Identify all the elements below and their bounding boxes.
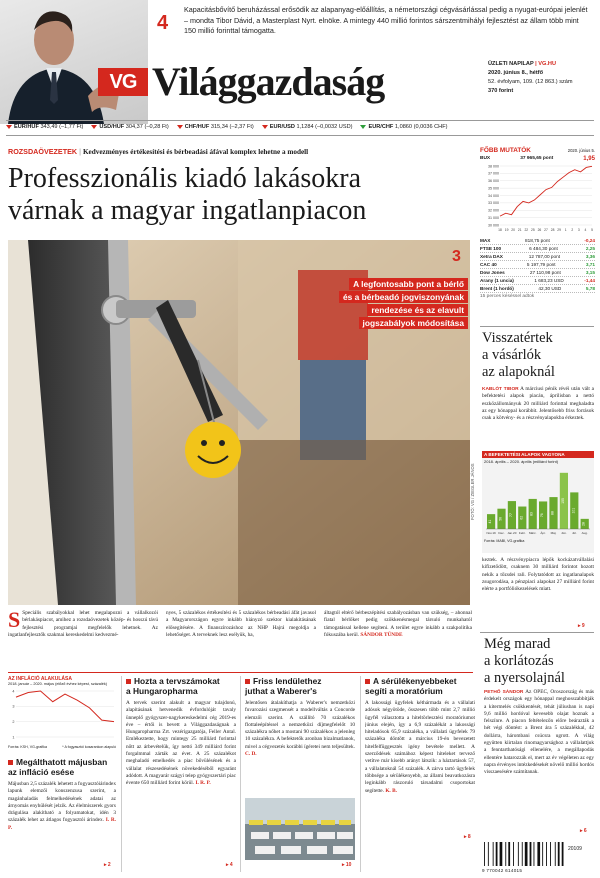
inflation-text: Májusban 2,5 százalék lehetett a fogyasztóiárindex lapunk elemzői konszenzusa szerint, a magánhaladás felmelkedésének adatai az árnyomás enyhülését jelzik. Az élelmiszerek gyors drágulása alakítható a folyamatokat, idén 3 százalék lehet az átlagos fogyasztói árindex. I. R. P. xyxy=(8,781,116,831)
funds-x-label: Ápr. xyxy=(540,531,546,535)
funds-bar-value: 76 xyxy=(540,513,545,518)
barcode-bar xyxy=(508,842,510,866)
inflation-line-chart xyxy=(8,687,116,743)
side2-page[interactable]: ▸ 6 xyxy=(580,828,587,834)
indicator-name: MAX xyxy=(480,238,491,243)
barcode-bar xyxy=(537,842,540,866)
cover-portrait xyxy=(0,0,148,124)
indicator-name: Dow Jones xyxy=(480,270,505,275)
bux-y-tick: 35 000 xyxy=(488,186,499,191)
side1-byline: KABLÓT TIBOR xyxy=(482,387,519,392)
indicator-change: 3,71 xyxy=(585,262,595,267)
bux-x-tick: 21 xyxy=(517,228,522,232)
funds-chart-title: A BEFEKTETÉSI ALAPOK VAGYONA xyxy=(482,451,594,458)
indicators-title: FŐBB MUTATÓK xyxy=(480,147,531,154)
inflation-note: Forrás: KSH, VG-grafika xyxy=(8,745,47,749)
indicator-value: 12 787,00 pont xyxy=(528,254,561,259)
art2-page[interactable]: ▸ 4 xyxy=(226,862,233,868)
indicator-row[interactable] xyxy=(480,237,595,245)
online-label: ÜZLETI NAPILAP xyxy=(488,61,534,67)
indicator-row[interactable] xyxy=(480,285,595,293)
inflation-box xyxy=(8,676,116,752)
side2-text: PETHŐ SÁNDOR Az OPEC, Oroszország és más érdekelt országok egy hónappal meghosszabbítják a kitermelés csökkentését, tehát júliusban is napi 9,6 millió hordóval kevesebb olajat hoznak a felszínre. A piacon feltételezőn előre beárazták a hét végi döntést: a Brent ára 5 százalékkal, 42 dollárra, hárombani csúcsra ugrott. A világ együtten kiirtalan rinomagyarsághoz a vállalattjuk a fenntarthatósági ellenelére, a megállapodás ellentére hatarozzák el, mert az év végéleten az egy napra érvényes intézkedésekét növelő millió hordós visszaesésére számítanak. xyxy=(484,689,594,776)
inflation-y-tick: 2 xyxy=(12,719,15,724)
indicator-change: 5,78 xyxy=(585,286,595,291)
funds-bar-value: 83 xyxy=(529,512,534,516)
bux-x-tick: 29 xyxy=(557,228,561,232)
indicator-value: 1 683,23 USD xyxy=(534,278,564,283)
side2-headline[interactable]: Még marad a korlátozás a nyersolajnál xyxy=(484,636,565,686)
side1-text-b: keztek. A részvénypiacra lépők kockázatvállalási kifizetődött, csaknem 30 milliárd forintot hozott nekik a tőzsdei rali. Folytatódott az ingatlanalapok zsugorodása, a pénzpiaci alapokat 27 milliárd forint elérte a portfóliókezelések miatt. xyxy=(482,557,594,593)
bux-x-tick: 27 xyxy=(544,228,548,232)
indicators-note: 15 perces késéssel adtok xyxy=(480,294,535,299)
barcode xyxy=(482,842,572,874)
barcode-bar xyxy=(488,842,489,866)
issue-number: 52. évfolyam, 109. (12 863.) szám xyxy=(488,79,573,85)
art2-headline[interactable]: Hozta a tervszámokat a Hungaropharma xyxy=(126,676,220,696)
photo-callout: A legfontosabb pont a bérlő és a bérbeadó jogviszonyának rendezése és az elavult jogszabályok módosítása xyxy=(298,278,468,330)
funds-bar-chart xyxy=(482,465,594,543)
inflation-headline[interactable]: Megálthatott májusban az infláció esése xyxy=(8,757,108,777)
bux-x-tick: 1 xyxy=(564,228,567,232)
indicator-name: Arany (1 uncia) xyxy=(480,278,514,283)
bux-x-tick: 5 xyxy=(591,228,593,232)
bux-x-tick: 2 xyxy=(571,228,574,232)
inflation-sub: 2018. január – 2020. május (előző évhez képest, százalék) xyxy=(8,682,107,686)
side2-byline: PETHŐ SÁNDOR xyxy=(484,690,524,695)
barcode-bar xyxy=(513,842,514,866)
masthead-title: Világgazdaság xyxy=(152,59,385,104)
funds-x-label: Júl. xyxy=(571,531,577,535)
bux-close: 37 965,65 pont xyxy=(520,156,554,161)
art4-headline[interactable]: A sérülékenyebbeket segíti a moratórium xyxy=(365,676,457,696)
funds-x-label: Márc. xyxy=(528,531,537,535)
indicator-row[interactable] xyxy=(480,269,595,277)
lead-byline: SÁNDOR TÜNDE xyxy=(360,631,403,638)
indicator-change: 3,36 xyxy=(585,254,595,259)
funds-x-label: Jún. xyxy=(561,531,567,535)
funds-bar-value: 62 xyxy=(519,515,524,520)
funds-x-label: Febr. xyxy=(518,531,526,535)
art4-page[interactable]: ▸ 8 xyxy=(464,834,471,840)
art3-headline[interactable]: Friss lendülethez juthat a Waberer's xyxy=(245,676,322,696)
barcode-bar xyxy=(562,842,564,866)
inflation-label: AZ INFLÁCIÓ ALAKULÁSA xyxy=(8,676,72,682)
barcode-bar xyxy=(484,842,485,866)
fx-item[interactable]: EUR/USD 1,1284 (–0,0032 USD) xyxy=(262,122,353,134)
indicator-name: CAC 40 xyxy=(480,262,497,267)
indicator-change: -0,24 xyxy=(584,238,595,243)
inflation-note2: * A fogyasztói kosarankon alapuló xyxy=(62,745,116,749)
barcode-digits: 9 770042 614015 xyxy=(482,868,523,873)
barcode-bar xyxy=(505,842,506,866)
indicator-change: 3,15 xyxy=(585,270,595,275)
indicator-name: Xetra DAX xyxy=(480,254,503,259)
indicator-value: 818,75 pont xyxy=(524,238,550,243)
bux-x-tick: 26 xyxy=(537,228,542,232)
barcode-bar xyxy=(496,842,498,866)
funds-bar-value: 155 xyxy=(560,498,565,504)
bux-series-line xyxy=(500,166,592,216)
funds-bar-value: 56 xyxy=(498,516,503,521)
funds-x-label: Nov.19 xyxy=(486,531,496,535)
issue-date: 2020. június 8., hétfő xyxy=(488,70,544,76)
funds-bar-value: 88 xyxy=(550,511,555,515)
bux-y-tick: 33 000 xyxy=(488,201,499,206)
indicator-row[interactable] xyxy=(480,261,595,269)
photo-credit: FOTÓ: VG / ZIEGLER JÁNOS xyxy=(470,463,475,520)
funds-chart-note: Forrás: MABI, VG-grafika xyxy=(484,539,525,543)
art2-text: A tervek szerint alakult a magyar tulajdonú, alapításának hetvenedik évfordulóját tavaly ünneplő gyógyszer-nagykereskedelmi cég 2019-es éve – értői is bevett a Világgazdaságnak a Hungaropharma Zrt. vezérigazgatója, Feller Antal. Emlékeztette, hogy mintegy 25 milliárd forinttal nőtt az árbevételük, így nettó 349 milliárd forint forgalmmal zárták az évet. A 25 százalékot meghaladó emelkedés a piac bővülésének és a vállalat részesedésének növekedéséből egyaránt adódott. A magyarár szágyi telep gyógyszertári piac évente 650 milliárd forint körül. I. R. P. xyxy=(126,700,236,787)
indicator-value: 27 110,98 pont xyxy=(529,270,561,275)
indicator-row[interactable] xyxy=(480,253,595,261)
indicator-change: 2,25 xyxy=(585,246,595,251)
inflation-y-tick: 1 xyxy=(12,735,15,740)
funds-chart-sub: 2018. április – 2020. április (milliárd forint) xyxy=(484,459,559,464)
indicator-change: -1,44 xyxy=(584,278,595,283)
bux-line-chart xyxy=(480,163,595,235)
bux-x-tick: 25 xyxy=(531,228,535,232)
vg-logo: VG xyxy=(98,68,148,96)
art3-text: Jelentősen átalakíthatja a Waberer's nemzetközi fuvarozási szegmensét a modellváltás a Concorde elemzői szerint. A szállító 70 százalékos flottaleépítéssel a nemzetközi díjmegfelelőt 10 százalékra nőhet a mostani 90 százalékos a jelenleg 10 százalékra. A befektetők aronban bizalmatlanok, mivel a cégvezetés korábbi ígéretei nem teljesültek. C. D. xyxy=(245,700,355,758)
barcode-bar xyxy=(500,842,503,866)
bux-y-tick: 32 000 xyxy=(488,208,499,213)
barcode-bar xyxy=(530,842,532,866)
funds-x-label: Aug. xyxy=(581,531,588,535)
bux-change: 1,95 xyxy=(583,156,595,162)
funds-x-label: Jan.20 xyxy=(507,531,517,535)
art3-page[interactable]: ▸ 10 xyxy=(342,862,352,868)
barcode-bar xyxy=(522,842,523,866)
fx-item[interactable]: CHF/HUF 315,34 (–2,37 Ft) xyxy=(177,122,254,134)
lead-text-col3: áltagtól eltérő bérbeszépítési szabályozásban van szükség, – ahonnal fiatal bérlőket pedig szökkenésmegal társuló munkahatól támogatással kellene segíteni. A terület egyre inkább a szakpolitika fókuszába kerül. SÁNDOR TÜNDE xyxy=(324,610,472,638)
indicators-box xyxy=(480,146,595,320)
bux-y-tick: 31 000 xyxy=(488,215,499,220)
bux-x-tick: 4 xyxy=(584,228,587,232)
bux-y-tick: 34 000 xyxy=(488,193,499,198)
barcode-bar xyxy=(546,842,547,866)
barcode-bar xyxy=(550,842,551,866)
bux-x-tick: 22 xyxy=(524,228,529,232)
bux-x-tick: 20 xyxy=(511,228,515,232)
inflation-page[interactable]: ▸ 2 xyxy=(104,862,111,868)
side1-headline[interactable]: Visszatértek a vásárlók az alapoknál xyxy=(482,330,555,380)
bux-x-tick: 19 xyxy=(504,228,509,232)
online-site[interactable]: VG.HU xyxy=(538,61,557,67)
barcode-bar xyxy=(555,842,556,866)
lead-text-col1: S Speciális szabályokkal lehet megalapozni a vállalkozói bérlakáspiacot, amihez a rozsdaövezetek közép- és hosszú távú fejlesztési programjai megfelelők lehetnek. Az ingatlanfejlesztők szakmai kereskedelmi kedvezmé- xyxy=(8,610,158,638)
fx-bar xyxy=(6,122,596,134)
indicator-name: FTSE 100 xyxy=(480,246,502,251)
indicators-table xyxy=(480,237,595,293)
trucks-photo xyxy=(245,798,355,860)
side1-text-a: KABLÓT TIBOR A márciusi pénik révéi után vált a befektetési alapok piacán, áprilisban a nettó eszközállományuk 20 milliárd forinttal meghaladta az egy hónappal korábbit. Jelentősebb friss források csak a kötvény- és a részvényalapokba érkeztek. xyxy=(482,386,594,422)
fx-item[interactable]: USD/HUF 304,37 (–0,28 Ft) xyxy=(91,122,168,134)
barcode-bar xyxy=(534,842,535,866)
funds-bar-value: 28 xyxy=(581,522,586,526)
fx-item[interactable]: EUR/HUF 343,49 (–1,77 Ft) xyxy=(6,122,83,134)
indicator-row[interactable] xyxy=(480,277,595,285)
bux-x-tick: 28 xyxy=(550,228,555,232)
side1-page[interactable]: ▸ 9 xyxy=(578,623,585,629)
indicator-value: 42,30 USD xyxy=(538,286,562,291)
indicators-date: 2020. június 5. xyxy=(567,148,595,153)
side1-chart-box xyxy=(482,451,594,553)
bux-label: BUX xyxy=(480,156,491,161)
lead-text-col2: nyes, 5 százalékos értékesítési és 5 százalékos bérbeadási áfát javasol a Magyarországon egyre inkább hiányzó szektor kialakításának elősegítésére. A finanszírozáshoz az NHP Hajrá megoldja a lehetőséget. A terveknek lesz esélyük, ha, xyxy=(166,610,316,638)
bux-y-tick: 36 000 xyxy=(488,179,499,184)
funds-bar-value: 101 xyxy=(571,507,576,514)
bux-x-tick: 3 xyxy=(577,228,580,232)
issue-price: 370 forint xyxy=(488,88,514,94)
photo-page-number: 3 xyxy=(452,248,461,265)
funds-bar-value: 41 xyxy=(488,519,493,524)
funds-bar-value: 77 xyxy=(508,513,513,517)
lead-kicker: ROZSDAÖVEZETEK xyxy=(8,147,78,156)
barcode-bar xyxy=(518,842,519,866)
funds-x-label: Máj. xyxy=(550,531,557,535)
indicator-value: 5 197,79 pont xyxy=(526,262,556,267)
fx-item[interactable]: EUR/CHF 1,0860 (0,0036 CHF) xyxy=(360,122,447,134)
bux-y-tick: 37 000 xyxy=(488,171,499,176)
indicator-row[interactable] xyxy=(480,245,595,253)
barcode-bar xyxy=(542,842,543,866)
bux-y-tick: 30 000 xyxy=(488,223,499,228)
indicator-name: Brent (1 hordó) xyxy=(480,286,514,291)
inflation-y-tick: 3 xyxy=(12,704,15,709)
lead-headline[interactable]: Professzionális kiadó lakásokra várnak a magyar ingatlanpiacon xyxy=(8,163,367,226)
lead-kicker-line: ROZSDAÖVEZETEK | Kedvezményes értékesítési és bérbeadási áfával komplex lehetne a modell xyxy=(8,147,309,156)
lead-subhead: Kedvezményes értékesítési és bérbeadási áfával komplex lehetne a modell xyxy=(82,148,309,156)
inflation-y-tick: 4 xyxy=(12,689,15,694)
barcode-bar xyxy=(493,842,494,866)
teaser-text[interactable]: Kapacitásbővítő beruházással erősödik az alapanyag-előállítás, a németországi cégvásárlással pedig a nyugat-európai jelenlét – mondta Tibor Dávid, a Masterplast Nyrt. elnöke. A mintegy 440 millió forintos sárszentmihályi fejlesztést az állam több mint 150 millió forinttal támogatta. xyxy=(184,5,588,36)
indicator-value: 6 484,30 pont xyxy=(529,246,558,251)
barcode-bar xyxy=(558,842,560,866)
masthead-info: ÜZLETI NAPILAP | VG.HU 2020. június 8., hétfő 52. évfolyam, 109. (12 863.) szám 370 forint xyxy=(488,60,598,96)
bux-y-tick: 38 000 xyxy=(488,164,499,169)
teaser-page-number: 4 xyxy=(157,12,169,34)
barcode-code: 20109 xyxy=(568,846,582,852)
funds-x-label: Dec. xyxy=(498,531,505,535)
bux-x-tick: 18 xyxy=(498,228,502,232)
barcode-bar xyxy=(525,842,528,866)
art4-text: A lakossági ügyfelek kéthármada és a vállalati adósok négyötöde, összesen több mint 2,7 millió ügyfél választotta a hiteltörlesztési moratóriumot június elején, így a 6,9 százalékát a lakossági hiteladósok 65,9 százaléka, a vállalati ügyfelek 79 százaléka döntött a március 19-én bevezetett hitelfelfüggesztés igény bevétele mellett. A szerződések számához képest hiteleket tervező vetítve már kisebb arányt látszik: a háztartások 57, a vállalatoknál 54 százalék. A zárva tartó ügyfelek többsége a sérülékenyebb, az állami beavatkozásra leginkább rászoruló társadalmi csoportokat segítette. K. B. xyxy=(365,700,475,794)
